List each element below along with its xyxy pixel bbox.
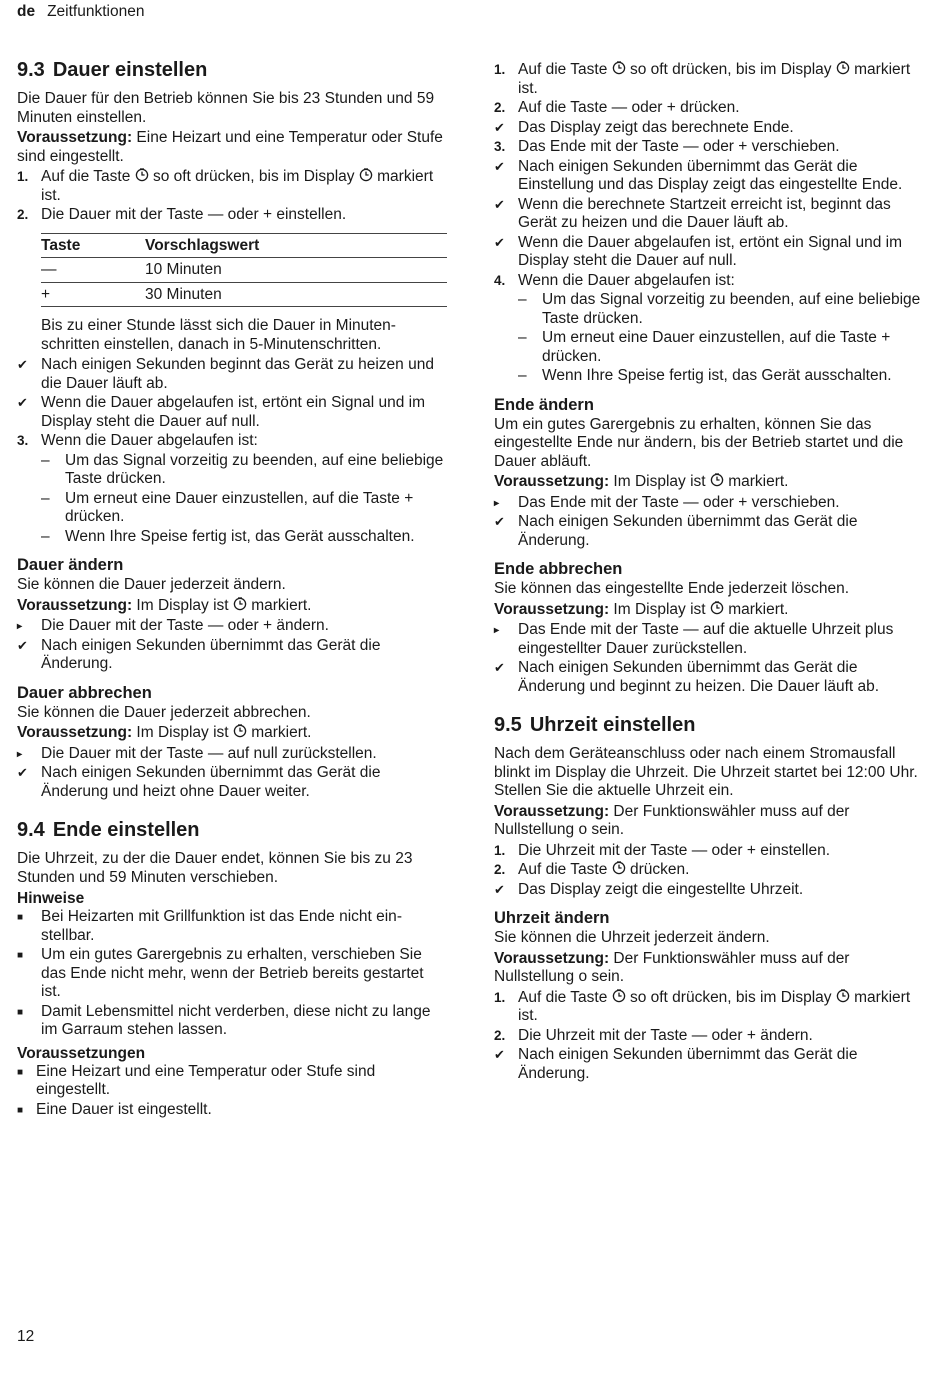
- table-row: — 10 Minuten: [41, 258, 447, 283]
- check-icon: ✔: [17, 765, 28, 780]
- list-item: ■ Um ein gutes Garergebnis zu erhalten, verschieben Sie das Ende nicht mehr, wenn der Betrieb bereits gestartet ist.: [17, 946, 424, 1000]
- clock-icon: [612, 61, 626, 78]
- section-intro: Nach dem Geräteanschluss oder nach einem Stromausfall blinkt im Display die Uhrzeit. Die Uhrzeit startet bei 12:00 Uhr. Stellen Sie die aktuelle Uhrzeit ein.: [494, 745, 918, 799]
- plus-key-icon: +: [746, 1026, 756, 1044]
- plus-key-icon: +: [746, 841, 756, 859]
- null-position-icon: o: [578, 821, 588, 838]
- clock-icon: [612, 989, 626, 1006]
- minus-key-icon: —: [207, 617, 224, 634]
- minus-key-icon: —: [207, 744, 224, 762]
- list-item: ■ Damit Lebensmittel nicht verderben, diese nicht zu lange im Garraum stehen lassen.: [17, 1002, 431, 1038]
- table-header: Taste: [41, 233, 145, 258]
- action: ▸ Das Ende mit der Taste — oder + verschieben.: [494, 494, 926, 513]
- clock-icon: [836, 989, 850, 1006]
- list-item: ■ Eine Dauer ist eingestellt.: [17, 1101, 447, 1120]
- minus-key-icon: —: [691, 1026, 708, 1044]
- check-icon: ✔: [494, 119, 505, 135]
- result: ✔ Wenn die Dauer abgelaufen ist, ertönt ein Signal und im Display steht die Dauer auf null.: [17, 394, 426, 430]
- sub-item: – Wenn Ihre Speise fertig ist, das Gerät ausschalten.: [518, 367, 892, 384]
- table-row: + 30 Minuten: [41, 282, 447, 307]
- notes-heading: Hinweise: [17, 890, 85, 907]
- precondition: Voraussetzung: Im Display ist markiert.: [494, 600, 789, 618]
- step: 1. Auf die Taste so oft drücken, bis im Display markiert ist.: [494, 61, 911, 97]
- subsection-intro: Sie können das eingestellte Ende jederzeit löschen.: [494, 580, 850, 597]
- precondition: Voraussetzung: Im Display ist markiert.: [494, 473, 789, 490]
- result: ✔ Nach einigen Sekunden beginnt das Gerät zu heizen und die Dauer läuft ab.: [17, 356, 434, 392]
- bullet-square-icon: ■: [17, 912, 24, 923]
- chapter-title: Zeitfunktionen: [47, 3, 145, 20]
- clock-icon: [710, 473, 724, 490]
- sub-item: – Um erneut eine Dauer einzustellen, auf die Taste + drücken.: [518, 329, 891, 365]
- check-icon: ✔: [494, 660, 505, 675]
- sub-item: – Um erneut eine Dauer einzustellen, auf die Taste + drücken.: [41, 489, 414, 525]
- arrow-icon: ▸: [17, 621, 23, 632]
- left-column: [17, 58, 447, 1120]
- result: ✔ Nach einigen Sekunden übernimmt das Gerät die Einstellung und das Display zeigt das eingestellte Ende.: [494, 157, 903, 193]
- section-9-3-heading: 9.3 Dauer einstellen: [17, 59, 208, 81]
- bullet-square-icon: ■: [17, 950, 24, 961]
- action: ▸ Die Dauer mit der Taste — oder + ändern.: [17, 617, 447, 636]
- note: Bis zu einer Stunde lässt sich die Dauer in Minutenschritten einstellen, danach in 5-Minutenschritten.: [41, 317, 396, 353]
- plus-key-icon: +: [262, 617, 273, 634]
- step: 3. Wenn die Dauer abgelaufen ist:: [17, 432, 258, 449]
- step: 2. Auf die Taste — oder + drücken.: [494, 99, 740, 116]
- minus-key-icon: —: [207, 206, 224, 223]
- result: ✔ Das Display zeigt die eingestellte Uhrzeit.: [494, 880, 804, 898]
- subsection-intro: Sie können die Uhrzeit jederzeit ändern.: [494, 929, 770, 946]
- clock-icon: [233, 597, 247, 614]
- arrow-icon: ▸: [17, 748, 23, 760]
- check-icon: ✔: [17, 395, 28, 410]
- clock-icon: [135, 168, 149, 185]
- page-number: 12: [17, 1328, 35, 1345]
- step: 4. Wenn die Dauer abgelaufen ist:: [494, 271, 735, 289]
- subheading-ende-aendern: Ende ändern: [494, 395, 594, 414]
- action: ▸ Das Ende mit der Taste — auf die aktuelle Uhrzeit plus eingestellter Dauer zurückstellen.: [494, 621, 894, 657]
- preconditions-heading: Voraussetzungen: [17, 1044, 146, 1062]
- step: 1. Auf die Taste so oft drücken, bis im Display markiert ist.: [494, 988, 911, 1024]
- sub-item: – Um das Signal vorzeitig zu beenden, auf eine beliebige Taste drücken.: [41, 451, 444, 487]
- minus-key-icon: —: [683, 493, 699, 511]
- subsection-intro: Sie können die Dauer jederzeit ändern.: [17, 576, 286, 593]
- step: 2. Die Uhrzeit mit der Taste — oder + ändern.: [494, 1026, 813, 1044]
- precondition: Voraussetzung: Der Funktionswähler muss auf der Nullstellung o sein.: [494, 802, 850, 838]
- step: 2. Auf die Taste drücken.: [494, 861, 690, 878]
- bullet-square-icon: ■: [17, 1006, 24, 1018]
- plus-key-icon: +: [404, 489, 414, 507]
- result: ✔ Wenn die berechnete Startzeit erreicht ist, beginnt das Gerät zu heizen und die Dauer läuft ab.: [494, 195, 891, 231]
- result: ✔ Nach einigen Sekunden übernimmt das Gerät die Änderung.: [494, 513, 858, 549]
- section-9-5-heading: 9.5 Uhrzeit einstellen: [494, 714, 696, 736]
- step: 2. Die Dauer mit der Taste — oder + einstellen.: [17, 206, 347, 223]
- action: ▸ Die Dauer mit der Taste — auf null zurückstellen.: [17, 745, 447, 764]
- arrow-icon: ▸: [494, 497, 500, 509]
- clock-icon: [612, 861, 626, 878]
- sub-item: – Um das Signal vorzeitig zu beenden, auf eine beliebige Taste drücken.: [518, 291, 921, 327]
- clock-icon: [710, 601, 724, 618]
- subsection-intro: Sie können die Dauer jederzeit abbrechen.: [17, 703, 311, 721]
- clock-icon: [836, 61, 850, 78]
- check-icon: ✔: [17, 357, 28, 372]
- subheading-dauer-aendern: Dauer ändern: [17, 556, 124, 574]
- minus-key-icon: —: [41, 261, 57, 278]
- step: 1. Die Uhrzeit mit der Taste — oder + einstellen.: [494, 841, 831, 859]
- result: ✔ Nach einigen Sekunden übernimmt das Gerät die Änderung.: [17, 636, 381, 672]
- check-icon: ✔: [17, 637, 28, 653]
- step: 3. Das Ende mit der Taste — oder + verschieben.: [494, 138, 840, 155]
- plus-key-icon: +: [738, 493, 748, 511]
- subheading-dauer-abbrechen: Dauer abbrechen: [17, 683, 152, 702]
- subheading-ende-abbrechen: Ende abbrechen: [494, 560, 623, 578]
- sub-item: – Wenn Ihre Speise fertig ist, das Gerät ausschalten.: [41, 527, 415, 545]
- check-icon: ✔: [494, 881, 505, 897]
- precondition: Voraussetzung: Im Display ist markiert.: [17, 724, 312, 741]
- clock-icon: [359, 168, 373, 185]
- section-9-4-heading: 9.4 Ende einstellen: [17, 819, 200, 841]
- right-column: [494, 61, 926, 1084]
- bullet-square-icon: ■: [17, 1104, 24, 1116]
- result: ✔ Das Display zeigt das berechnete Ende.: [494, 118, 794, 136]
- check-icon: ✔: [494, 514, 505, 529]
- result: ✔ Wenn die Dauer abgelaufen ist, ertönt ein Signal und im Display steht die Dauer auf null.: [494, 233, 903, 269]
- language-code: de: [17, 3, 36, 20]
- precondition: Voraussetzung: Der Funktionswähler muss auf der Nullstellung o sein.: [494, 949, 850, 985]
- check-icon: ✔: [494, 158, 505, 174]
- precondition: Voraussetzung: Eine Heizart und eine Temperatur oder Stufe sind eingestellt.: [17, 129, 443, 165]
- bullet-square-icon: ■: [17, 1066, 24, 1078]
- section-intro: Die Dauer für den Betrieb können Sie bis 23 Stunden und 59 Minuten einstellen.: [17, 90, 435, 126]
- plus-key-icon: +: [738, 138, 748, 155]
- minus-key-icon: —: [611, 99, 628, 116]
- arrow-icon: ▸: [494, 625, 500, 636]
- list-item: ■ Bei Heizarten mit Grillfunktion ist das Ende nicht einstellbar.: [17, 908, 402, 944]
- plus-key-icon: +: [666, 99, 676, 116]
- result: ✔ Nach einigen Sekunden übernimmt das Gerät die Änderung.: [494, 1046, 858, 1082]
- list-item: ■ Eine Heizart und eine Temperatur oder Stufe sind eingestellt.: [17, 1062, 376, 1098]
- table-header: Vorschlagswert: [145, 233, 447, 258]
- subsection-intro: Um ein gutes Garergebnis zu erhalten, können Sie das eingestellte Ende nur ändern, bis der Betrieb startet und die Dauer abläuft.: [494, 415, 904, 470]
- minus-key-icon: —: [691, 841, 708, 859]
- section-intro: Die Uhrzeit, zu der die Dauer endet, können Sie bis zu 23 Stunden und 59 Minuten verschieben.: [17, 850, 413, 886]
- plus-key-icon: +: [881, 329, 891, 346]
- precondition: Voraussetzung: Im Display ist markiert.: [17, 596, 312, 614]
- result: ✔ Nach einigen Sekunden übernimmt das Gerät die Änderung und heizt ohne Dauer weiter.: [17, 764, 381, 800]
- plus-key-icon: +: [262, 206, 273, 223]
- check-icon: ✔: [494, 1047, 505, 1062]
- check-icon: ✔: [494, 196, 505, 212]
- step: 1. Auf die Taste so oft drücken, bis im Display markiert ist.: [17, 168, 434, 204]
- minus-key-icon: —: [683, 138, 699, 155]
- plus-key-icon: +: [41, 285, 51, 303]
- page-header: [17, 3, 144, 22]
- suggested-values-table: [41, 233, 447, 308]
- minus-key-icon: —: [683, 621, 699, 638]
- null-position-icon: o: [578, 968, 588, 985]
- result: ✔ Nach einigen Sekunden übernimmt das Gerät die Änderung und beginnt zu heizen. Die Dauer läuft ab.: [494, 659, 880, 695]
- clock-icon: [233, 724, 247, 741]
- check-icon: ✔: [494, 234, 505, 250]
- subheading-uhrzeit-aendern: Uhrzeit ändern: [494, 909, 610, 927]
